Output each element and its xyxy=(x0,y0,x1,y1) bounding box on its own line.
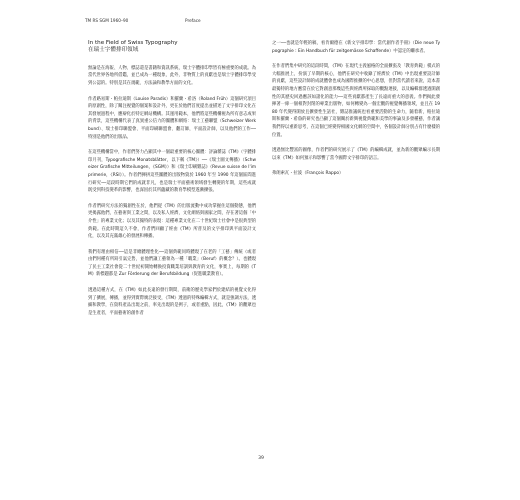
body-paragraph: 在這些機構當中，作者們努力凸顯其中一個最重要的核心團體：評論雜誌《TM》（字體排印月刊，Typografische Monatsblätter，以下稱《TM》）──《瑞士圖文傳播》（Schweizer Grafische Mitteilungen，《SGM》）和《瑞士印刷雜誌》（Revue suisse de l'imprimerie，《RSI》）。作者們揮拼這些團體的出版物資於 1960 年至 1990 年這個區間進行研究──這段時期它們的成就非凡，也是瑞士平面藝術領域發生轉變的年期，這些成就既受到科技變革的影響，也深因於其所蘊藏的教育學模型遂漸擴張。 xyxy=(88,150,256,194)
body-paragraph: 在作者們集中研究的這段時間，《TM》在現代主義風格的全面擴張及「教育典範」模式的大幅推展上，扮演了早期的核心，他們在研究中收錄了經濟於《TM》中出現重要設計師的貢獻，這些設計師的成就體會也成為國際推擴的中心思想，但對當代讀者來說，這本書最獨特的地方應當在於它對創意那幾這些與經濟所採取的觀點連接，以及編輯群透過開創性的其歷史回過應該如諸化的能力──這些貢獻都產生了長遠而重大的意義。作們揭此發揮著一條一個相對封閉的專業出版物，如何轉變為一個宏觀的視覺傳播領域，並且在 1980 年代變得開放且擴發性生話社，雜誌推議統也看重要活動的生命力，隨着新，帕拉迪斯和羅蘭・希魯的研究也凸顯了這個關於新興視覺典範和美學的事論及多發種藝，作者讓我們得以重新思考，在這個已經變得相國文化網的空間中，各個設計師分別占有什麼樣的位置。 xyxy=(272,64,440,138)
running-header xyxy=(85,18,435,30)
body-paragraph: 作者們研究方法的獨創性在於，他們從《TM》的出版流動中成功掌握住這個動態，他們更揭露他們，在藝術與工業之間，以及私人經濟，文化網絡與國家之間，存在著這個「中介性」的專業文化；以及其獨特的表現：這種專業文化在二十世紀瑞士社會中是很典型的典範。在此時期這久不會，作者們回顧了經由《TM》所普及的文字排印與平面設計文化，以及其充滿雄心的發展和傳播。 xyxy=(88,203,256,240)
body-paragraph: 無論是在海報、人物、標誌還是書籍和資訊系統，瑞士字體排印學皆有極重要的成就。為當代世界各地所借鑑，並已成為一種現象，此外，非物質上的貢獻也是瑞士字體排印學受到公認的。特別是其在規範、方法論和教學方面的文化。 xyxy=(88,65,256,86)
left-column xyxy=(88,40,256,325)
author-signature: 弗朗索瓦・拉波（François Rappo） xyxy=(272,171,344,177)
section-title-english: In the Field of Swiss Typography xyxy=(88,40,178,46)
body-paragraph: 我們有理由相信──這是非總體理性化──這個典範同時體現了在老的「工藝」傳統（或者由們何種有所寫引氣完售，並他們讓工藝領為一種「職業」（Beruf）的概念？）。也體現了民主工業社會從二十世紀初開始轉換投資職業培訓與教育的文化，事實上，每期的《TM》新標題都是 Zur Förderung der Berufsbildung（促進職業教育）。 xyxy=(88,249,256,278)
body-paragraph: 之一──也就是年輕的稿，看肯爾德在《新文字排印學：當代創作者手冊》（Die neue Typographie : Ein Handbuch für zeitgemässe Schaffende）中認定的繼承者。 xyxy=(272,41,440,54)
body-paragraph: 透過這種方式，在《TM》如此長遠的發行期間，前衛的歷史學家們於建結的視覺文化得到了擴展，傳播，並得到實際廣泛接受，《TM》透過的特殊編輯方式，就是強調方法，透細和教學，在資料產品出現之前，率先出現的是例子，或者重點，因此，《TM》的觀眾也是生產者，平面藝術的創作者 xyxy=(88,288,256,316)
body-paragraph: 透過無比豐富的圖像，作者們的研究展示了《TM》的編輯成就，並為新的觀眾編示長期以來《TM》如何預示和影響了當今國際文字排印的語言。 xyxy=(272,148,440,161)
header-series-label: TM RS SGM 1960–90 xyxy=(85,18,129,23)
section-title-chinese: 在瑞士字體排印領域 xyxy=(88,47,139,54)
header-section-label: Preface xyxy=(185,18,201,23)
body-paragraph: 作者路易斯・帕拉迪斯（Louise Paradis）和羅蘭・希洛（Roland Früh）這個研究項目的原創性，除了關注視覺的個案和設計外，更在於他們首度提出並描述了文字排印文化在其發展過程中，應辯化於特定網站機構。其運用範本，他們將這些機構視為所有意志成果的背景，這些機構代表了真異重公信力的團體和網絡：瑞士工藝聯盟（Schweizer Werkbund）、瑞士排印聯盟會、平面印刷聯盟會、翻訂師，平面設計師，以及他們的工作──特別是他們的出版品。 xyxy=(88,96,256,140)
right-column xyxy=(272,40,440,186)
page-number: 39 xyxy=(258,456,264,461)
